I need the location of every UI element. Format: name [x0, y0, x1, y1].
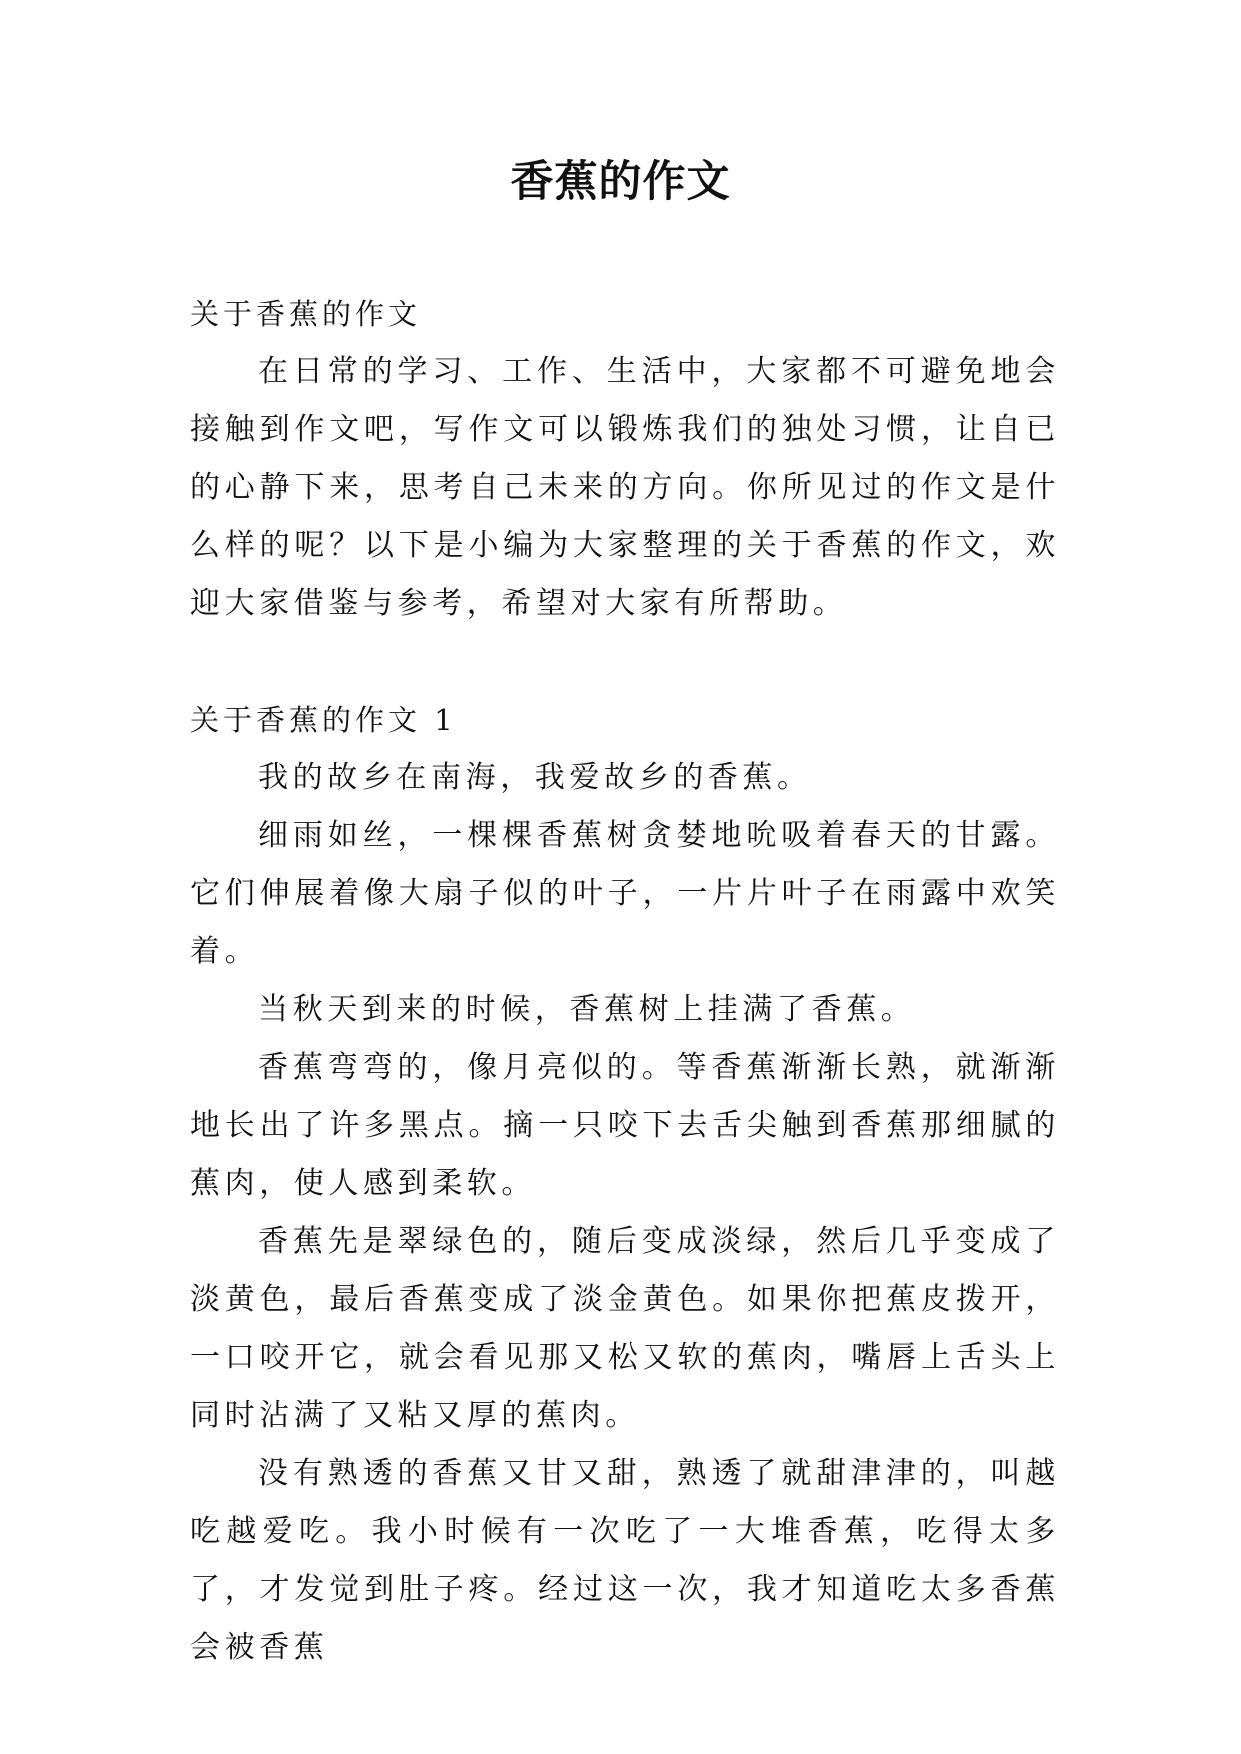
intro-paragraph: 在日常的学习、工作、生活中，大家都不可避免地会接触到作文吧，写作文可以锻炼我们的独处习惯，让自已的心静下来，思考自己未来的方向。你所见过的作文是什么样的呢？以下是小编为大家整理的关于香蕉的作文，欢迎大家借鉴与参考，希望对大家有所帮助。	[190, 354, 1060, 621]
section1-paragraph-5: 香蕉先是翠绿色的，随后变成淡绿，然后几乎变成了淡黄色，最后香蕉变成了淡金黄色。如果你把蕉皮拨开，一口咬开它，就会看见那又松又软的蕉肉，嘴唇上舌头上同时沾满了又粘又厚的蕉肉。	[190, 1224, 1060, 1433]
section1-heading: 关于香蕉的作文 1	[190, 703, 457, 737]
document-body	[190, 285, 1060, 1677]
section-spacer	[190, 633, 1060, 691]
section1-paragraph-3: 当秋天到来的时候，香蕉树上挂满了香蕉。	[258, 992, 916, 1027]
intro-heading: 关于香蕉的作文	[190, 297, 422, 331]
section1-paragraph-6: 没有熟透的香蕉又甘又甜，熟透了就甜津津的，叫越吃越爱吃。我小时候有一次吃了一大堆香蕉，吃得太多了，才发觉到肚子疼。经过这一次，我才知道吃太多香蕉会被香蕉	[190, 1456, 1060, 1665]
section1-paragraph-4: 香蕉弯弯的，像月亮似的。等香蕉渐渐长熟，就渐渐地长出了许多黑点。摘一只咬下去舌尖触到香蕉那细腻的蕉肉，使人感到柔软。	[190, 1050, 1060, 1201]
section1-paragraph-2: 细雨如丝，一棵棵香蕉树贪婪地吮吸着春天的甘露。它们伸展着像大扇子似的叶子，一片片叶子在雨露中欢笑着。	[190, 818, 1060, 969]
section1-paragraph-1: 我的故乡在南海，我爱故乡的香蕉。	[258, 760, 812, 795]
document-title: 香蕉的作文	[510, 157, 731, 207]
